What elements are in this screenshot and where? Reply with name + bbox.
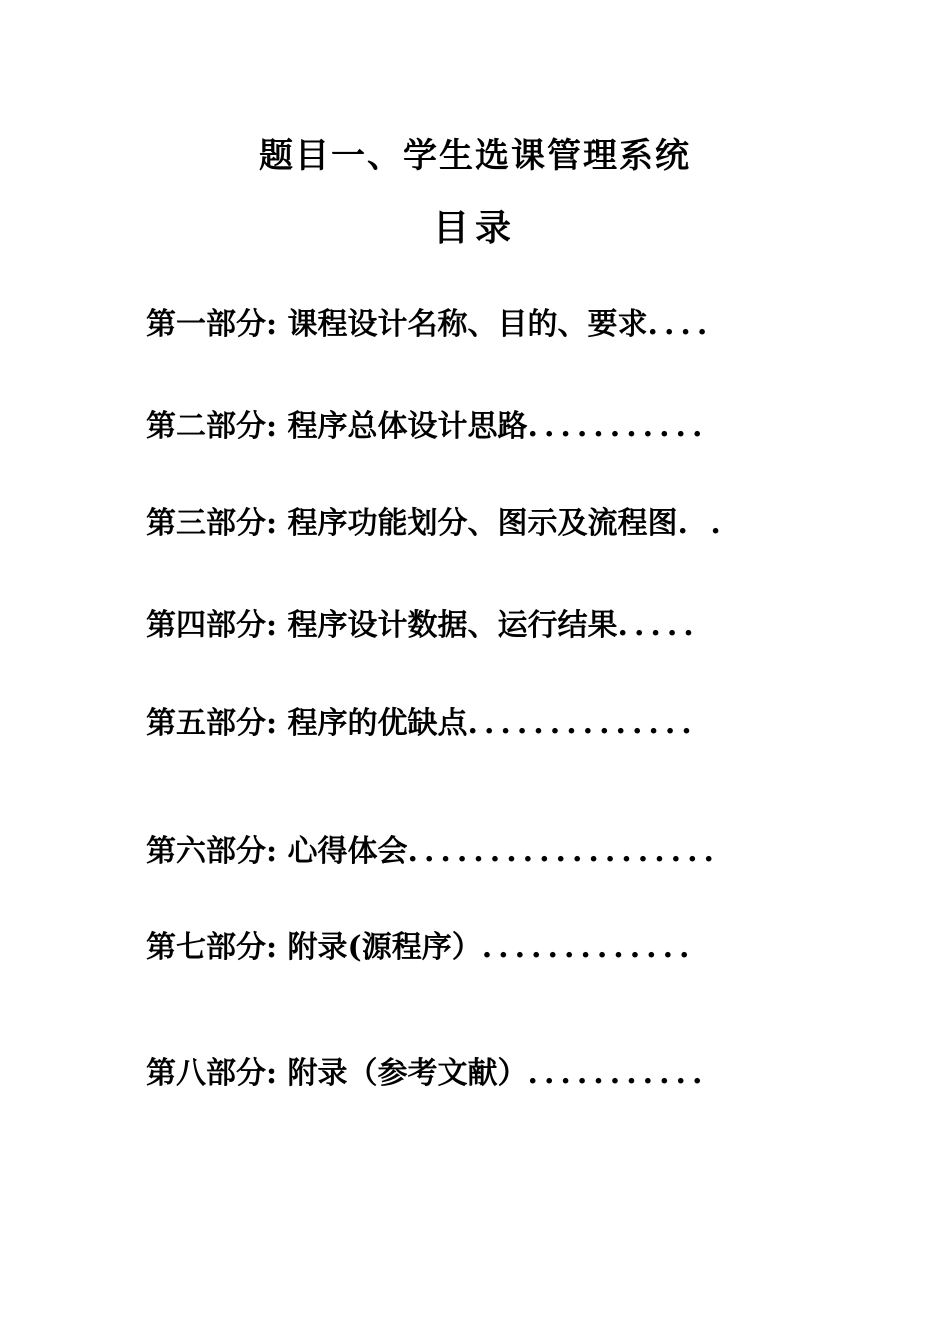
toc-entry[interactable] <box>146 502 796 546</box>
toc-entry[interactable] <box>146 1052 796 1096</box>
document-title: 题目一、学生选课管理系统 <box>259 136 691 176</box>
toc-entry[interactable] <box>146 604 796 648</box>
toc-entry[interactable] <box>146 702 796 746</box>
toc-entry-label: 第八部分: 附录（参考文献） <box>146 1056 528 1091</box>
toc-entry-leader: ........... <box>527 409 709 444</box>
toc-entry-leader: ........... <box>527 1056 709 1091</box>
toc-entry-leader: .... <box>647 307 714 342</box>
toc-entry[interactable] <box>146 926 796 970</box>
toc-entry-leader: ..... <box>617 608 700 643</box>
toc-entry-label: 第三部分: 程序功能划分、图示及流程图 <box>146 506 678 541</box>
toc-entry[interactable] <box>146 830 796 874</box>
toc-entry-label: 第四部分: 程序设计数据、运行结果 <box>146 608 618 643</box>
toc-entry-label: 第二部分: 程序总体设计思路 <box>146 409 528 444</box>
toc-heading: 目录 <box>432 207 517 249</box>
toc-entry-leader: ............. <box>481 930 696 965</box>
toc-entry-label: 第五部分: 程序的优缺点 <box>146 706 468 741</box>
toc-entry-leader: .............. <box>467 706 698 741</box>
toc-entry[interactable] <box>146 303 796 347</box>
toc-entry-leader: . . <box>677 506 727 541</box>
toc-entry-label: 第一部分: 课程设计名称、目的、要求 <box>146 307 648 342</box>
toc-entry[interactable] <box>146 405 796 449</box>
toc-entry-label: 第六部分: 心得体会 <box>146 834 408 869</box>
toc-entry-label: 第七部分: 附录(源程序） <box>146 930 482 965</box>
toc-entry-leader: ................... <box>407 834 720 869</box>
